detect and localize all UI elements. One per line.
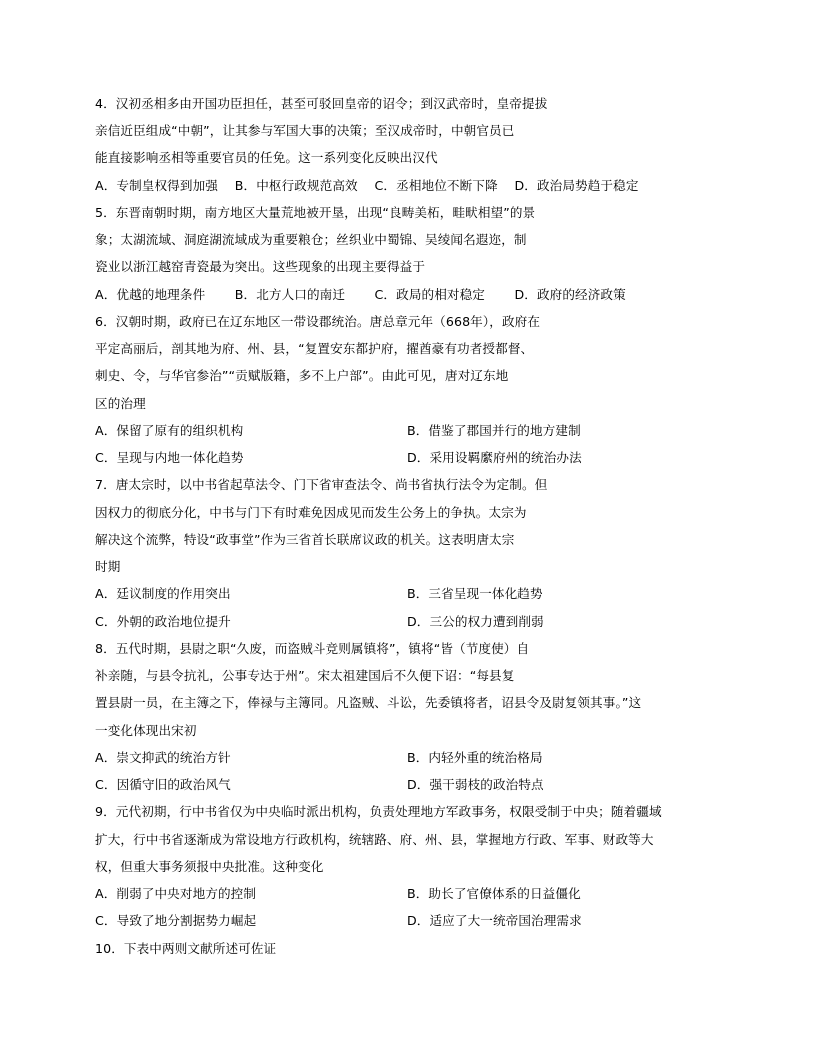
- q8-stem-line-3: 置县尉一员，在主簿之下，俸禄与主簿同。凡盗贼、斗讼，先委镇将者，诏县令及尉复领其事。”这: [95, 695, 642, 710]
- q7-stem-line-2: 因权力的彻底分化，中书与门下有时难免因成见而发生公务上的争执。太宗为: [95, 505, 527, 520]
- q8-stem-line-2: 补亲随，与县令抗礼，公事专达于州”。宋太祖建国后不久便下诏：“每县复: [95, 668, 515, 683]
- q8-option-c: C．因循守旧的政治风气: [95, 777, 231, 792]
- q6-option-d: D．采用设羁縻府州的统治办法: [407, 450, 582, 465]
- q9-stem-line-3: 权，但重大事务须报中央批准。这种变化: [95, 859, 324, 874]
- q9-stem-line-1: 9．元代初期，行中书省仅为中央临时派出机构，负责处理地方军政事务，权限受制于中央；随着疆域: [95, 804, 662, 819]
- q6-option-c: C．呈现与内地一体化趋势: [95, 450, 244, 465]
- q8-stem-line-4: 一变化体现出宋初: [95, 723, 197, 738]
- q6-option-a: A．保留了原有的组织机构: [95, 423, 244, 438]
- q6-stem-line-3: 刺史、令，与华官参治”“贡赋版籍，多不上户部”。由此可见，唐对辽东地: [95, 368, 509, 383]
- q9-option-c: C．导致了地分割据势力崛起: [95, 913, 257, 928]
- q4-stem-line-3: 能直接影响丞相等重要官员的任免。这一系列变化反映出汉代: [95, 150, 438, 165]
- q9-option-a: A．削弱了中央对地方的控制: [95, 886, 257, 901]
- q7-stem-line-1: 7．唐太宗时，以中书省起草法令、门下省审查法令、尚书省执行法令为定制。但: [95, 477, 548, 492]
- q5-stem-line-3: 瓷业以浙江越窑青瓷最为突出。这些现象的出现主要得益于: [95, 259, 426, 274]
- q7-stem-line-3: 解决这个流弊，特设“政事堂”作为三省首长联席议政的机关。这表明唐太宗: [95, 532, 515, 547]
- q7-option-c: C．外朝的政治地位提升: [95, 614, 231, 629]
- q6-stem-line-4: 区的治理: [95, 396, 146, 411]
- q6-stem-line-2: 平定高丽后，剖其地为府、州、县，“复置安东都护府，擢酋豪有功者授都督、: [95, 341, 534, 356]
- q9-stem-line-2: 扩大，行中书省逐渐成为常设地方行政机构，统辖路、府、州、县，掌握地方行政、军事、财政等大: [95, 832, 654, 847]
- q9-option-b: B．助长了官僚体系的日益僵化: [407, 886, 581, 901]
- q5-options: A．优越的地理条件 B．北方人口的南迁 C．政局的相对稳定 D．政府的经济政策: [95, 287, 626, 302]
- q8-option-d: D．强干弱枝的政治特点: [407, 777, 544, 792]
- q5-stem-line-2: 象；太湖流域、洞庭湖流域成为重要粮仓；丝织业中蜀锦、吴绫闻名遐迩，制: [95, 232, 527, 247]
- q4-options: A．专制皇权得到加强 B．中枢行政规范高效 C．丞相地位不断下降 D．政治局势趋于稳定: [95, 178, 639, 193]
- q8-option-b: B．内轻外重的统治格局: [407, 750, 543, 765]
- q9-option-d: D．适应了大一统帝国治理需求: [407, 913, 582, 928]
- q7-option-b: B．三省呈现一体化趋势: [407, 586, 543, 601]
- q4-stem-line-2: 亲信近臣组成“中朝”，让其参与军国大事的决策；至汉成帝时，中朝官员已: [95, 123, 515, 138]
- q7-option-d: D．三公的权力遭到削弱: [407, 614, 544, 629]
- q4-stem-line-1: 4．汉初丞相多由开国功臣担任，甚至可驳回皇帝的诏令；到汉武帝时，皇帝提拔: [95, 96, 548, 111]
- q7-stem-line-4: 时期: [95, 559, 121, 574]
- q6-stem-line-1: 6．汉朝时期，政府已在辽东地区一带设郡统治。唐总章元年（668年），政府在: [95, 314, 541, 329]
- q8-option-a: A．崇文抑武的统治方针: [95, 750, 231, 765]
- q7-option-a: A．廷议制度的作用突出: [95, 586, 231, 601]
- q10-stem-line-1: 10．下表中两则文献所述可佐证: [95, 941, 277, 956]
- q6-option-b: B．借鉴了郡国并行的地方建制: [407, 423, 581, 438]
- q8-stem-line-1: 8．五代时期，县尉之职“久废，而盗贼斗竞则属镇将”，镇将“皆（节度使）自: [95, 641, 530, 656]
- q5-stem-line-1: 5．东晋南朝时期，南方地区大量荒地被开垦，出现“良畴美柘，畦畎相望”的景: [95, 205, 536, 220]
